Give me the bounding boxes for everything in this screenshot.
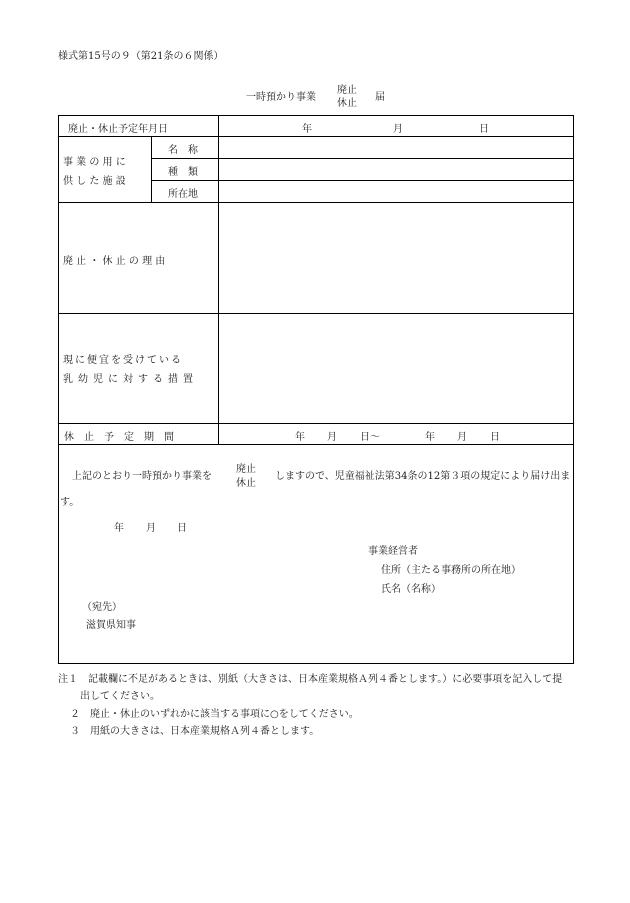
title-option-abolish: 廃止 [337,85,357,96]
date-month-label: 月 [393,124,403,135]
reason-label: 廃 止 ・ 休 止 の 理 由 [63,256,166,267]
declaration-date-day: 日 [177,523,187,534]
measures-label-line1: 現に便宜を受けている [63,355,183,366]
suspension-day1: 日～ [360,432,380,443]
suspension-year2: 年 [425,432,435,443]
declaration-option-abolish: 廃止 [236,464,256,475]
note-1-line-2: 出してください。 [80,691,160,702]
suspension-day2: 日 [490,432,500,443]
facility-label-line2: 供 し た 施 設 [63,176,126,187]
date-row-label: 廃止・休止予定年月日 [68,124,168,135]
date-day-label: 日 [479,124,489,135]
facility-label-line1: 事 業 の 用 に [63,157,126,168]
suspension-month2: 月 [457,432,467,443]
declaration-text-after: しますので、児童福祉法第34条の12第３項の規定により届け出ま [275,471,571,482]
suspension-year1: 年 [295,432,305,443]
declaration-text-before: 上記のとおり一時預かり事業を [72,471,212,482]
operator-name-label: 氏名（名称） [381,584,441,595]
date-year-label: 年 [302,124,312,135]
title-suffix: 届 [375,92,385,103]
measures-label-line2: 乳幼児に対する措置 [63,374,198,385]
suspension-month1: 月 [327,432,337,443]
declaration-date-year: 年 [114,523,124,534]
addressee-name: 滋賀県知事 [86,620,136,631]
suspension-label: 休 止 予 定 期 間 [64,432,174,443]
note-2: ２ 廃止・休止のいずれかに該当する事項に○をしてください。 [70,709,359,720]
facility-name-label: 名 称 [168,145,198,156]
title-main: 一時預かり事業 [246,92,316,103]
note-1-line-1: 注１ 記載欄に不足があるときは、別紙（大きさは、日本産業規格Ａ列４番とします。）に必要事項を記入して提 [58,674,563,685]
operator-address-label: 住所（主たる事務所の所在地） [381,565,521,576]
declaration-text-last: す。 [60,497,80,508]
facility-type-label: 種 類 [168,167,198,178]
addressee-label: （宛先） [82,602,122,613]
form-number: 様式第15号の９（第21条の６関係） [58,51,224,62]
declaration-option-suspend: 休止 [236,478,256,489]
title-option-suspend: 休止 [337,98,357,109]
declaration-date-month: 月 [146,523,156,534]
facility-location-label: 所在地 [168,189,198,200]
operator-label: 事業経営者 [368,546,418,557]
note-3: ３ 用紙の大きさは、日本産業規格Ａ列４番とします。 [70,726,320,737]
